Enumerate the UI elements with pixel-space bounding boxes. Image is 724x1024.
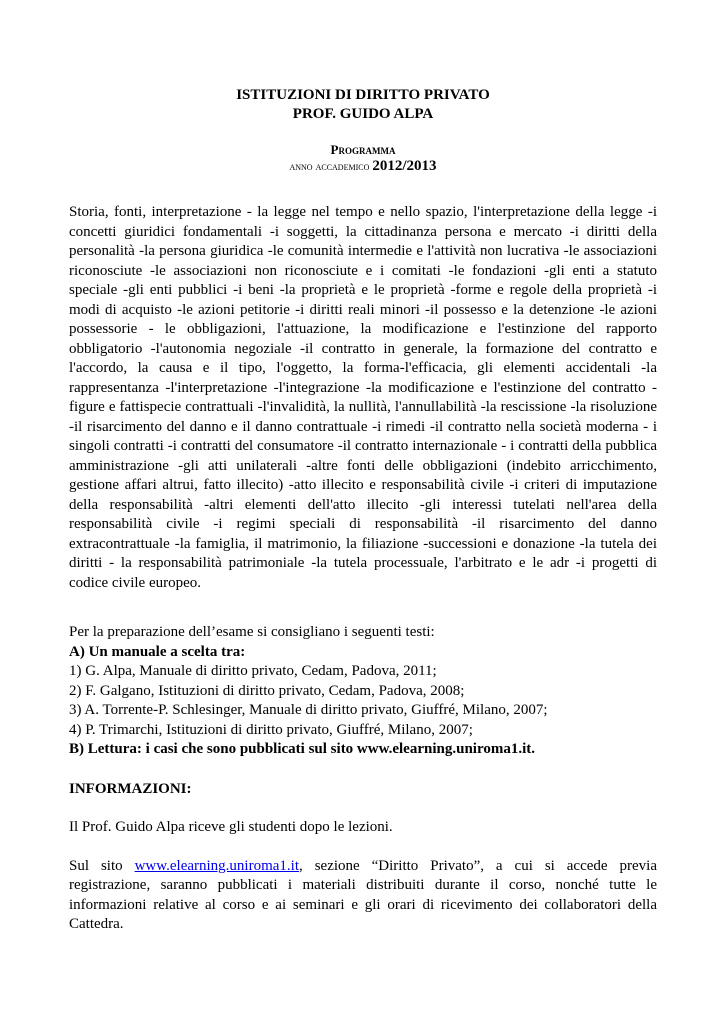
recommended-texts bbox=[69, 623, 657, 760]
programma-heading bbox=[69, 142, 657, 158]
site-paragraph bbox=[69, 857, 657, 935]
manual-item: 4) P. Trimarchi, Istituzioni di diritto privato, Giuffré, Milano, 2007; bbox=[69, 721, 473, 738]
document-page bbox=[69, 86, 657, 935]
academic-year bbox=[69, 158, 657, 175]
site-suffix: , sezione “Diritto Privato”, a cui si accede previa registrazione, saranno pubblicati i materiali distribuiti durante il corso, nonché tutte le informazioni relative al corso e ai seminari e gli orari di ricevimento dei collaboratori della Cattedra. bbox=[69, 857, 657, 932]
academic-year-value: 2012/2013 bbox=[372, 158, 437, 174]
reception-note: Il Prof. Guido Alpa riceve gli studenti dopo le lezioni. bbox=[69, 819, 393, 835]
syllabus-paragraph: Storia, fonti, interpretazione - la legge nel tempo e nello spazio, l'interpretazione della legge -i concetti giuridici fondamentali -i soggetti, la cittadinanza persona e mercato -i diritti della personalità -la persona giuridica -le comunità intermedie e l'attività non lucrativa -le associazioni riconosciute -le associazioni non riconosciute e i comitati -le fondazioni -gli enti a statuto speciale -gli enti pubblici -i beni -la proprietà e le proprietà -forme e regole della proprietà -i modi di acquisto -le azioni petitorie -i diritti reali minori -il possesso e la detenzione -le azioni possessorie - le obbligazioni, l'attuazione, la modificazione e l'estinzione del rapporto obbligatorio -l'autonomia negoziale -il contratto in generale, la formazione del contratto e l'accordo, la causa e il tipo, l'oggetto, la forma-l'efficacia, gli elementi accidentali -la rappresentanza -l'interpretazione -l'integrazione -la modificazione e l'estinzione del contratto -figure e fattispecie contrattuali -l'invalidità, la nullità, l'annullabilità -la rescissione -la risoluzione -il risarcimento del danno e il danno contrattuale -i rimedi -il contratto nella società moderna - i singoli contratti -i contratti del consumatore -il contratto internazionale - i contratti della pubblica amministrazione -gli atti unilaterali -altre fonti delle obbligazioni (indebito arricchimento, gestione affari altrui, fatto illecito) -atto illecito e responsabilità civile -i criteri di imputazione della responsabilità -altri elementi dell'atto illecito -gli interessi tutelati nell'area della responsabilità civile -i regimi speciali di responsabilità -il risarcimento del danno extracontrattuale -la famiglia, il matrimonio, la filiazione -successioni e donazione -la tutela dei diritti - la responsabilità patrimoniale -la tutela processuale, l'arbitrato e le adr -i progetti di codice civile europeo. bbox=[69, 204, 657, 591]
manual-item: 3) A. Torrente-P. Schlesinger, Manuale di diritto privato, Giuffré, Milano, 2007; bbox=[69, 702, 548, 718]
course-title: ISTITUZIONI DI DIRITTO PRIVATO bbox=[236, 87, 490, 103]
manual-item: 2) F. Galgano, Istituzioni di diritto privato, Cedam, Padova, 2008; bbox=[69, 682, 465, 699]
texts-intro: Per la preparazione dell’esame si consigliano i seguenti testi: bbox=[69, 624, 435, 640]
manual-heading: A) Un manuale a scelta tra: bbox=[69, 643, 246, 660]
elearning-link[interactable]: www.elearning.uniroma1.it bbox=[134, 857, 299, 874]
reading-heading: B) Lettura: i casi che sono pubblicati sul sito www.elearning.uniroma1.it. bbox=[69, 741, 535, 757]
programma-label: Programma bbox=[330, 142, 396, 157]
site-prefix: Sul sito bbox=[69, 857, 135, 874]
professor-name: PROF. GUIDO ALPA bbox=[292, 106, 434, 122]
academic-year-label: anno accademico bbox=[289, 159, 370, 173]
manual-item: 1) G. Alpa, Manuale di diritto privato, Cedam, Padova, 2011; bbox=[69, 663, 437, 679]
info-heading: INFORMAZIONI: bbox=[69, 780, 192, 797]
